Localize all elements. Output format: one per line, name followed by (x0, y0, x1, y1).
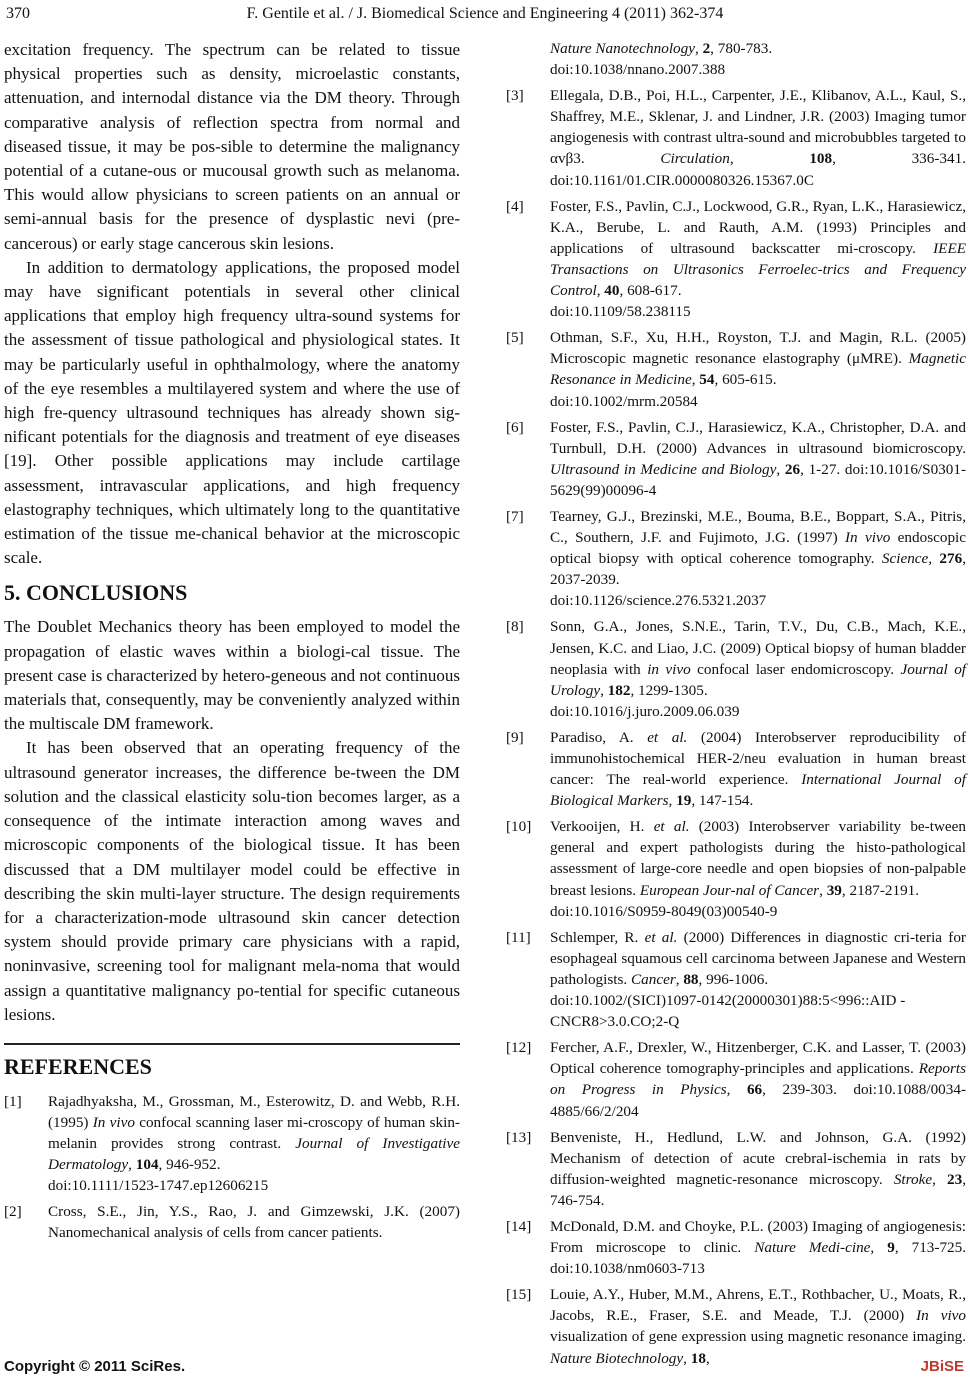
reference-italic: et al. (653, 818, 690, 836)
reference-text: visualization of gene expression using magnetic resonance imaging. (550, 1328, 966, 1346)
page-header (0, 0, 970, 34)
reference-pages: , 2037-2039. (550, 550, 966, 589)
running-title: F. Gentile et al. / J. Biomedical Science and Engineering 4 (2011) 362-374 (246, 5, 724, 22)
reference-number: [14] (506, 1217, 532, 1235)
reference-entry (506, 417, 966, 501)
body-paragraph: excitation frequency. The spectrum can be related to tissue physical properties such as density, microelastic constants, attenuation, and internodal distance via the DM theory. Through comparative analysis of reflection spectra from normal and diseased tissue, it may be pos-sible to determine the malignancy potential of a cutane-ous or mucousal growth such as melanoma. This would allow physicians to screen patients on an annual or semi-annual basis for the presence of dysplastic nevi (pre-cancerous) or early stage cancerous skin lesions. (4, 40, 460, 253)
reference-journal: Nature Biotechnology (550, 1349, 684, 1367)
reference-volume: 104 (135, 1156, 159, 1174)
reference-separator: , (729, 150, 810, 168)
reference-separator: , (870, 1239, 888, 1257)
reference-separator: , (694, 40, 703, 57)
reference-volume: 23 (947, 1170, 963, 1188)
reference-text: McDonald, D.M. and Choyke, P.L. (2003) Imaging of angiogenesis: From microscope to clinic. (550, 1217, 966, 1257)
reference-text: Benveniste, H., Hedlund, L.W. and Johnson, G.A. (1992) Mechanism of detection of acute crebral-ischemia in rats by diffusion-weighted magnetic-resonance microscopy. (550, 1128, 966, 1188)
reference-pages: , 1299-1305. (630, 681, 708, 699)
reference-italic: In vivo (845, 529, 891, 547)
body-paragraph: In addition to dermatology applications, the proposed model may have significant potentials in several other clinical applications that employ high frequency ultra-sound systems for the assessment of tissue pathological and physiological states. It may be particularly useful in ophthalmology, where the anatomy of the eye resembles a multilayered system and where the use of high fre-quency ultrasound techniques has already shown sig-nificant potentials for the diagnosis and treatment of eye diseases [19]. Other possible applications may include cartilage assessment, intravascular applications, and high frequency elastography techniques, which ultimately long to the quantitative estimation of the tissue me-chanical behavior at the microscopic scale. (4, 257, 460, 568)
reference-number: [4] (506, 197, 524, 215)
body-paragraph: It has been observed that an operating frequency of the ultrasound generator increases, the difference be-tween the DM solution and the classical elasticity solu-tion becomes larger, as a consequence of the intimate interaction among waves and microscopic components of the biological tissue. It has been discussed that a DM multilayer model could be effective in describing the skin multi-layer structure. The design requirements for a characterization-mode ultrasound skin cancer detection system should provide primary care physicians with a rapid, noninvasive, screening tool for malignant mela-noma that would assign a quantitative malignancy po-tential for specific cutaneous lesions. (4, 738, 460, 1024)
reference-journal: Ultrasound in Medicine and Biology (550, 460, 777, 478)
reference-doi[interactable]: doi:10.1016/S0959-8049(03)00540-9 (550, 902, 778, 920)
reference-italic: In vivo (916, 1307, 966, 1325)
reference-entry (506, 616, 966, 721)
reference-separator: , (600, 681, 608, 699)
reference-entry (506, 506, 966, 611)
reference-text: Tearney, G.J., Brezinski, M.E., Bouma, B.E., Boppart, S.A., Pitris, C., Southern, J.F. and Fujimoto, J.G. (1997) (550, 507, 966, 547)
reference-journal: Cancer (631, 970, 676, 988)
reference-entry-continued (506, 38, 966, 80)
reference-text: confocal laser endomicroscopy. (690, 660, 901, 678)
footer-copyright: Copyright © 2011 SciRes. (4, 1358, 186, 1375)
reference-number: [8] (506, 618, 524, 636)
reference-entry (506, 1216, 966, 1279)
reference-separator: , (596, 282, 605, 300)
reference-volume: 108 (809, 150, 833, 168)
reference-journal: Journal of Urology (550, 660, 967, 699)
reference-number: [12] (506, 1039, 532, 1057)
reference-italic: et al. (647, 728, 688, 746)
body-paragraph: The Doublet Mechanics theory has been employed to model the propagation of elastic waves within a biologi-cal tissue. The present case is characterized by hetero-geneous and not continuous materials that, consequently, may be conveniently analyzed within the multiscale DM framework. (4, 617, 460, 734)
reference-separator: , (726, 1081, 747, 1099)
reference-separator: , (683, 1349, 691, 1367)
left-column (4, 38, 460, 1249)
reference-doi[interactable]: doi:10.1111/1523-1747.ep12606215 (48, 1177, 269, 1195)
reference-number: [2] (4, 1203, 22, 1221)
reference-pages: , 239-303. doi:10.1088/0034-4885/66/2/204 (550, 1081, 967, 1120)
reference-number: [11] (506, 928, 531, 946)
page-number: 370 (6, 5, 30, 22)
reference-number: [5] (506, 329, 524, 347)
reference-text: Schlemper, R. (550, 928, 645, 946)
reference-text: (2000) Differences in diagnostic cri-teria for esophageal squamous cell carcinoma between Japanese and Western pathologists. (550, 928, 966, 988)
reference-text: endoscopic optical biopsy with optical coherence tomography. (550, 529, 966, 568)
reference-pages: , (705, 1349, 710, 1367)
section-heading: 5. CONCLUSIONS (4, 580, 188, 606)
reference-entry (506, 1037, 966, 1121)
reference-text: Ellegala, D.B., Poi, H.L., Carpenter, J.E., Klibanov, A.L., Kaul, S., Shaffrey, M.E., Sklenar, J. and Lindner, J.R. (2003) Imaging tumor angiogenesis with contrast ultra-sound and microbubbles targeted to αvβ3. (550, 87, 966, 168)
reference-number: [13] (506, 1128, 532, 1146)
reference-entry (506, 927, 966, 1032)
reference-text: (2003) Interobserver variability be-tween general and expert pathologists during the histo-pathological assessment of large-core needle and open biopsies of non-palpable breast lesions. (550, 818, 966, 899)
reference-number: [1] (4, 1092, 22, 1110)
reference-pages: , 996-1006. (698, 970, 769, 988)
reference-text: Cross, S.E., Jin, Y.S., Rao, J. and Gimzewski, J.K. (2007) Nanomechanical analysis of cells from cancer patients. (48, 1203, 460, 1242)
reference-volume: 19 (676, 792, 692, 810)
reference-volume: 9 (887, 1239, 895, 1257)
reference-volume: 182 (607, 681, 631, 699)
reference-doi[interactable]: doi:10.1126/science.276.5321.2037 (550, 592, 767, 610)
reference-journal: IEEE Transactions on Ultrasonics Ferroelec-trics and Frequency Control (550, 239, 966, 300)
reference-separator: , (776, 460, 785, 478)
reference-text: Louie, A.Y., Huber, M.M., Ahrens, E.T., Rothbacher, U., Moats, R., Jacobs, R.E., Fraser, S.E. and Meade, T.J. (2000) (550, 1286, 966, 1325)
reference-volume: 18 (690, 1349, 706, 1367)
footer-journal-abbrev: JBiSE (920, 1358, 964, 1375)
reference-number: [7] (506, 507, 524, 525)
reference-doi[interactable]: doi:10.1016/j.juro.2009.06.039 (550, 702, 740, 720)
reference-entry (506, 85, 966, 190)
reference-italic: et al. (644, 928, 678, 946)
reference-text: Foster, F.S., Pavlin, C.J., Lockwood, G.R., Ryan, L.K., Harasiewicz, K.A., Berube, L. and Rauth, A.M. (1993) Principles and applications of ultrasound backscatter mi-croscopy. (550, 197, 966, 257)
reference-entry (4, 1091, 460, 1196)
reference-volume: 276 (939, 550, 963, 568)
reference-entry (506, 1284, 966, 1368)
reference-text: Othman, S.F., Xu, H.H., Royston, T.J. and Magin, R.L. (2005) Microscopic magnetic resonance elastography (μMRE). (550, 329, 966, 368)
reference-number: [3] (506, 87, 524, 105)
reference-journal: Reports on Progress in Physics (550, 1060, 966, 1099)
reference-separator: , (675, 970, 684, 988)
reference-text: confocal scanning laser mi-croscopy of human skin-melanin provides strong contrast. (48, 1114, 460, 1153)
reference-pages: , 780-783. (710, 40, 773, 57)
reference-journal: Nature Nanotechnology (550, 40, 695, 57)
reference-separator: , (928, 550, 940, 568)
reference-entry (506, 816, 966, 921)
reference-separator: , (932, 1170, 948, 1188)
right-column (506, 38, 966, 1374)
reference-journal: Nature Medi-cine (754, 1239, 871, 1257)
reference-text: (2004) Interobserver reproducibility of immunohistochemical HER-2/neu evaluation in human breast cancer: The real-world experience. (550, 728, 967, 789)
reference-journal: European Jour-nal of Cancer (639, 881, 820, 899)
reference-number: [15] (506, 1286, 532, 1304)
reference-volume: 66 (746, 1081, 763, 1099)
reference-entry (506, 727, 966, 811)
reference-number: [9] (506, 728, 524, 746)
reference-doi[interactable]: doi:10.1109/58.238115 (550, 303, 691, 321)
reference-entry (506, 327, 966, 411)
reference-volume: 39 (826, 881, 842, 899)
reference-number: [6] (506, 418, 524, 436)
reference-text: Verkooijen, H. (550, 818, 654, 836)
reference-journal: Stroke (893, 1170, 933, 1188)
reference-italic: in vivo (647, 660, 691, 678)
reference-pages: , 2187-2191. (841, 881, 920, 899)
reference-text: Rajadhyaksha, M., Grossman, M., Esterowitz, D. and Webb, R.H. (1995) (48, 1092, 460, 1132)
reference-entry (506, 196, 966, 323)
reference-pages: , 336-341. doi:10.1161/01.CIR.0000080326.15367.0C (550, 150, 967, 189)
reference-volume: 54 (699, 371, 715, 389)
reference-text: Sonn, G.A., Jones, S.N.E., Tarin, T.V., Du, C.B., Mach, K.E., Jensen, K.C. and Liao, J.C. (2009) Optical biopsy of human bladder neoplasia with (550, 618, 966, 678)
reference-journal: Science (881, 550, 929, 568)
reference-number: [10] (506, 818, 532, 836)
reference-entry (4, 1201, 460, 1243)
reference-text: Paradiso, A. (550, 728, 648, 746)
reference-italic: In vivo (92, 1114, 135, 1132)
reference-separator: , (128, 1156, 136, 1174)
reference-volume: 88 (683, 970, 699, 988)
reference-doi[interactable]: doi:10.1038/nnano.2007.388 (550, 61, 726, 79)
references-heading: REFERENCES (4, 1053, 152, 1079)
reference-entry (506, 1127, 966, 1211)
reference-text: Foster, F.S., Pavlin, C.J., Harasiewicz, K.A., Christopher, D.A. and Turnbull, D.H. (2000) Advances in ultrasound biomicroscopy. (550, 418, 966, 457)
reference-pages: , 605-615. (714, 371, 777, 389)
reference-pages: , 946-952. (158, 1156, 221, 1174)
reference-pages: , 713-725. doi:10.1038/nm0603-713 (550, 1239, 967, 1278)
reference-volume: 26 (784, 460, 801, 478)
reference-journal: Magnetic Resonance in Medicine (550, 350, 966, 389)
reference-text: Fercher, A.F., Drexler, W., Hitzenberger, C.K. and Lasser, T. (2003) Optical coherence tomography-principles and applications. (550, 1039, 966, 1078)
reference-journal: International Journal of Biological Markers (550, 771, 966, 810)
reference-doi[interactable]: doi:10.1002/mrm.20584 (550, 392, 698, 410)
reference-separator: , (819, 881, 827, 899)
reference-volume: 40 (604, 282, 620, 300)
reference-journal: Circulation (660, 150, 730, 168)
reference-pages: , 746-754. (550, 1170, 966, 1209)
reference-volume: 2 (702, 40, 711, 57)
reference-separator: , (668, 792, 677, 810)
section-divider (4, 1043, 460, 1045)
reference-journal: Journal of Investigative Dermatology (48, 1135, 460, 1174)
reference-pages: , 147-154. (691, 792, 754, 810)
reference-doi[interactable]: doi:10.1002/(SICI)1097-0142(20000301)88:5<996::AID -CNCR8>3.0.CO;2-Q (550, 992, 906, 1031)
reference-pages: , 608-617. (619, 282, 682, 300)
reference-separator: , (691, 371, 700, 389)
reference-pages: , 1-27. doi:10.1016/S0301-5629(99)00096-4 (550, 460, 967, 499)
